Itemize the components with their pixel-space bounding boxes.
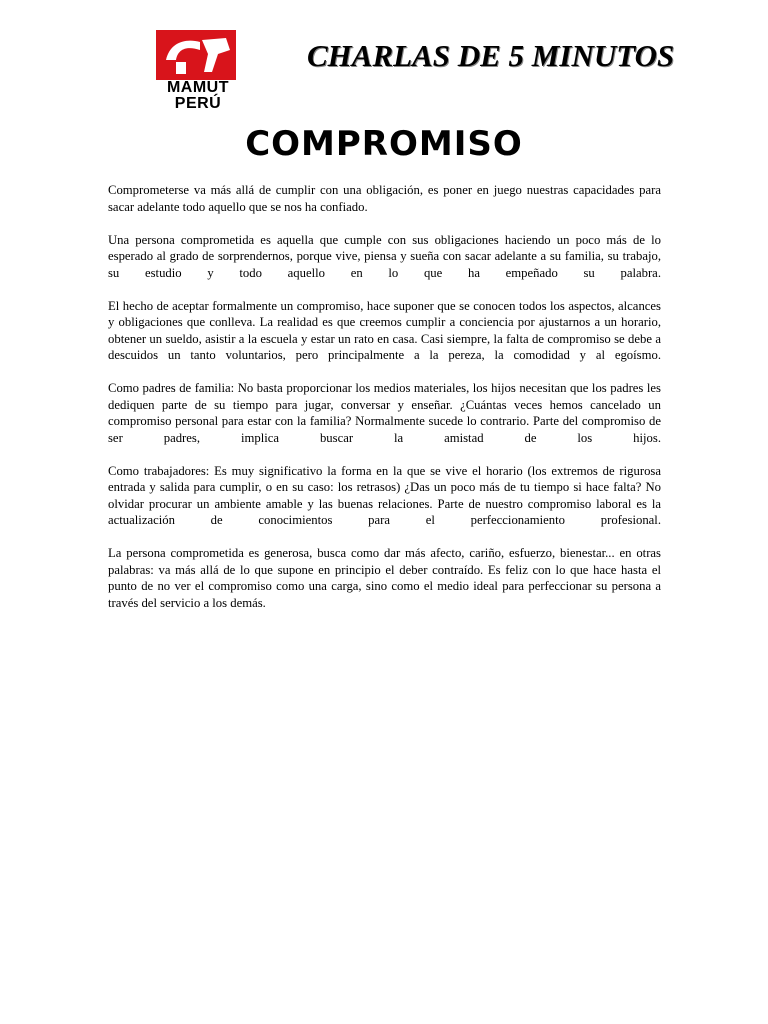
series-title: CHARLAS DE 5 MINUTOS	[307, 38, 675, 73]
paragraph-6: La persona comprometida es generosa, busca como dar más afecto, cariño, esfuerzo, bienestar... en otras palabras: va más allá de lo que supone en principio el deber contraído. Es feliz con lo que hace hasta el punto de no ver el compromiso como una carga, sino como el medio ideal para perfeccionar su persona a través del servicio a los demás.	[108, 546, 661, 610]
paragraph-3: El hecho de aceptar formalmente un compromiso, hace suponer que se conocen todos los aspectos, alcances y obligaciones que conlleva. La realidad es que creemos cumplir a conciencia por ajustarnos a un horario, obtener un sueldo, asistir a la escuela y estar un rato en casa. Casi siempre, la falta de compromiso se debe a descuidos un tanto voluntarios, pero principalmente a la pereza, la comodidad y al egoísmo.	[108, 298, 661, 362]
paragraph-4: Como padres de familia: No basta proporcionar los medios materiales, los hijos necesitan que los padres les dediquen parte de su tiempo para jugar, conversar y enseñar. ¿Cuántas veces hemos cancelado un compromiso personal para estar con la familia? Normalmente sucede lo contrario. Parte del compromiso de ser padres, implica buscar la amistad de los hijos.	[108, 381, 661, 445]
logo-text	[148, 80, 248, 112]
logo-line-2: PERÚ	[174, 95, 222, 112]
logo-line-1: MAMUT	[166, 79, 230, 96]
paragraph-2: Una persona comprometida es aquella que cumple con sus obligaciones haciendo un poco más de lo esperado al grado de sorprendernos, porque vive, piensa y sueña con sacar adelante a su familia, su trabajo, su estudio y todo aquello en lo que ha empeñado su palabra.	[108, 232, 661, 280]
document-body	[108, 182, 661, 628]
mamut-peru-logo	[148, 30, 248, 114]
document-title: COMPROMISO	[245, 124, 523, 164]
logo-mammoth-icon	[156, 30, 236, 80]
paragraph-5: Como trabajadores: Es muy significativo la forma en la que se vive el horario (los extremos de rigurosa entrada y salida para cumplir, o en su caso: los retrasos) ¿Das un poco más de tu tiempo si hace falta? No olvidar procurar un ambiente amable y las buenas relaciones. Parte de nuestro compromiso laboral es la actualización de conocimientos para el perfeccionamiento profesional.	[108, 463, 661, 527]
paragraph-1: Comprometerse va más allá de cumplir con una obligación, es poner en juego nuestras capacidades para sacar adelante todo aquello que se nos ha confiado.	[108, 183, 661, 214]
logo-emblem	[156, 30, 236, 80]
